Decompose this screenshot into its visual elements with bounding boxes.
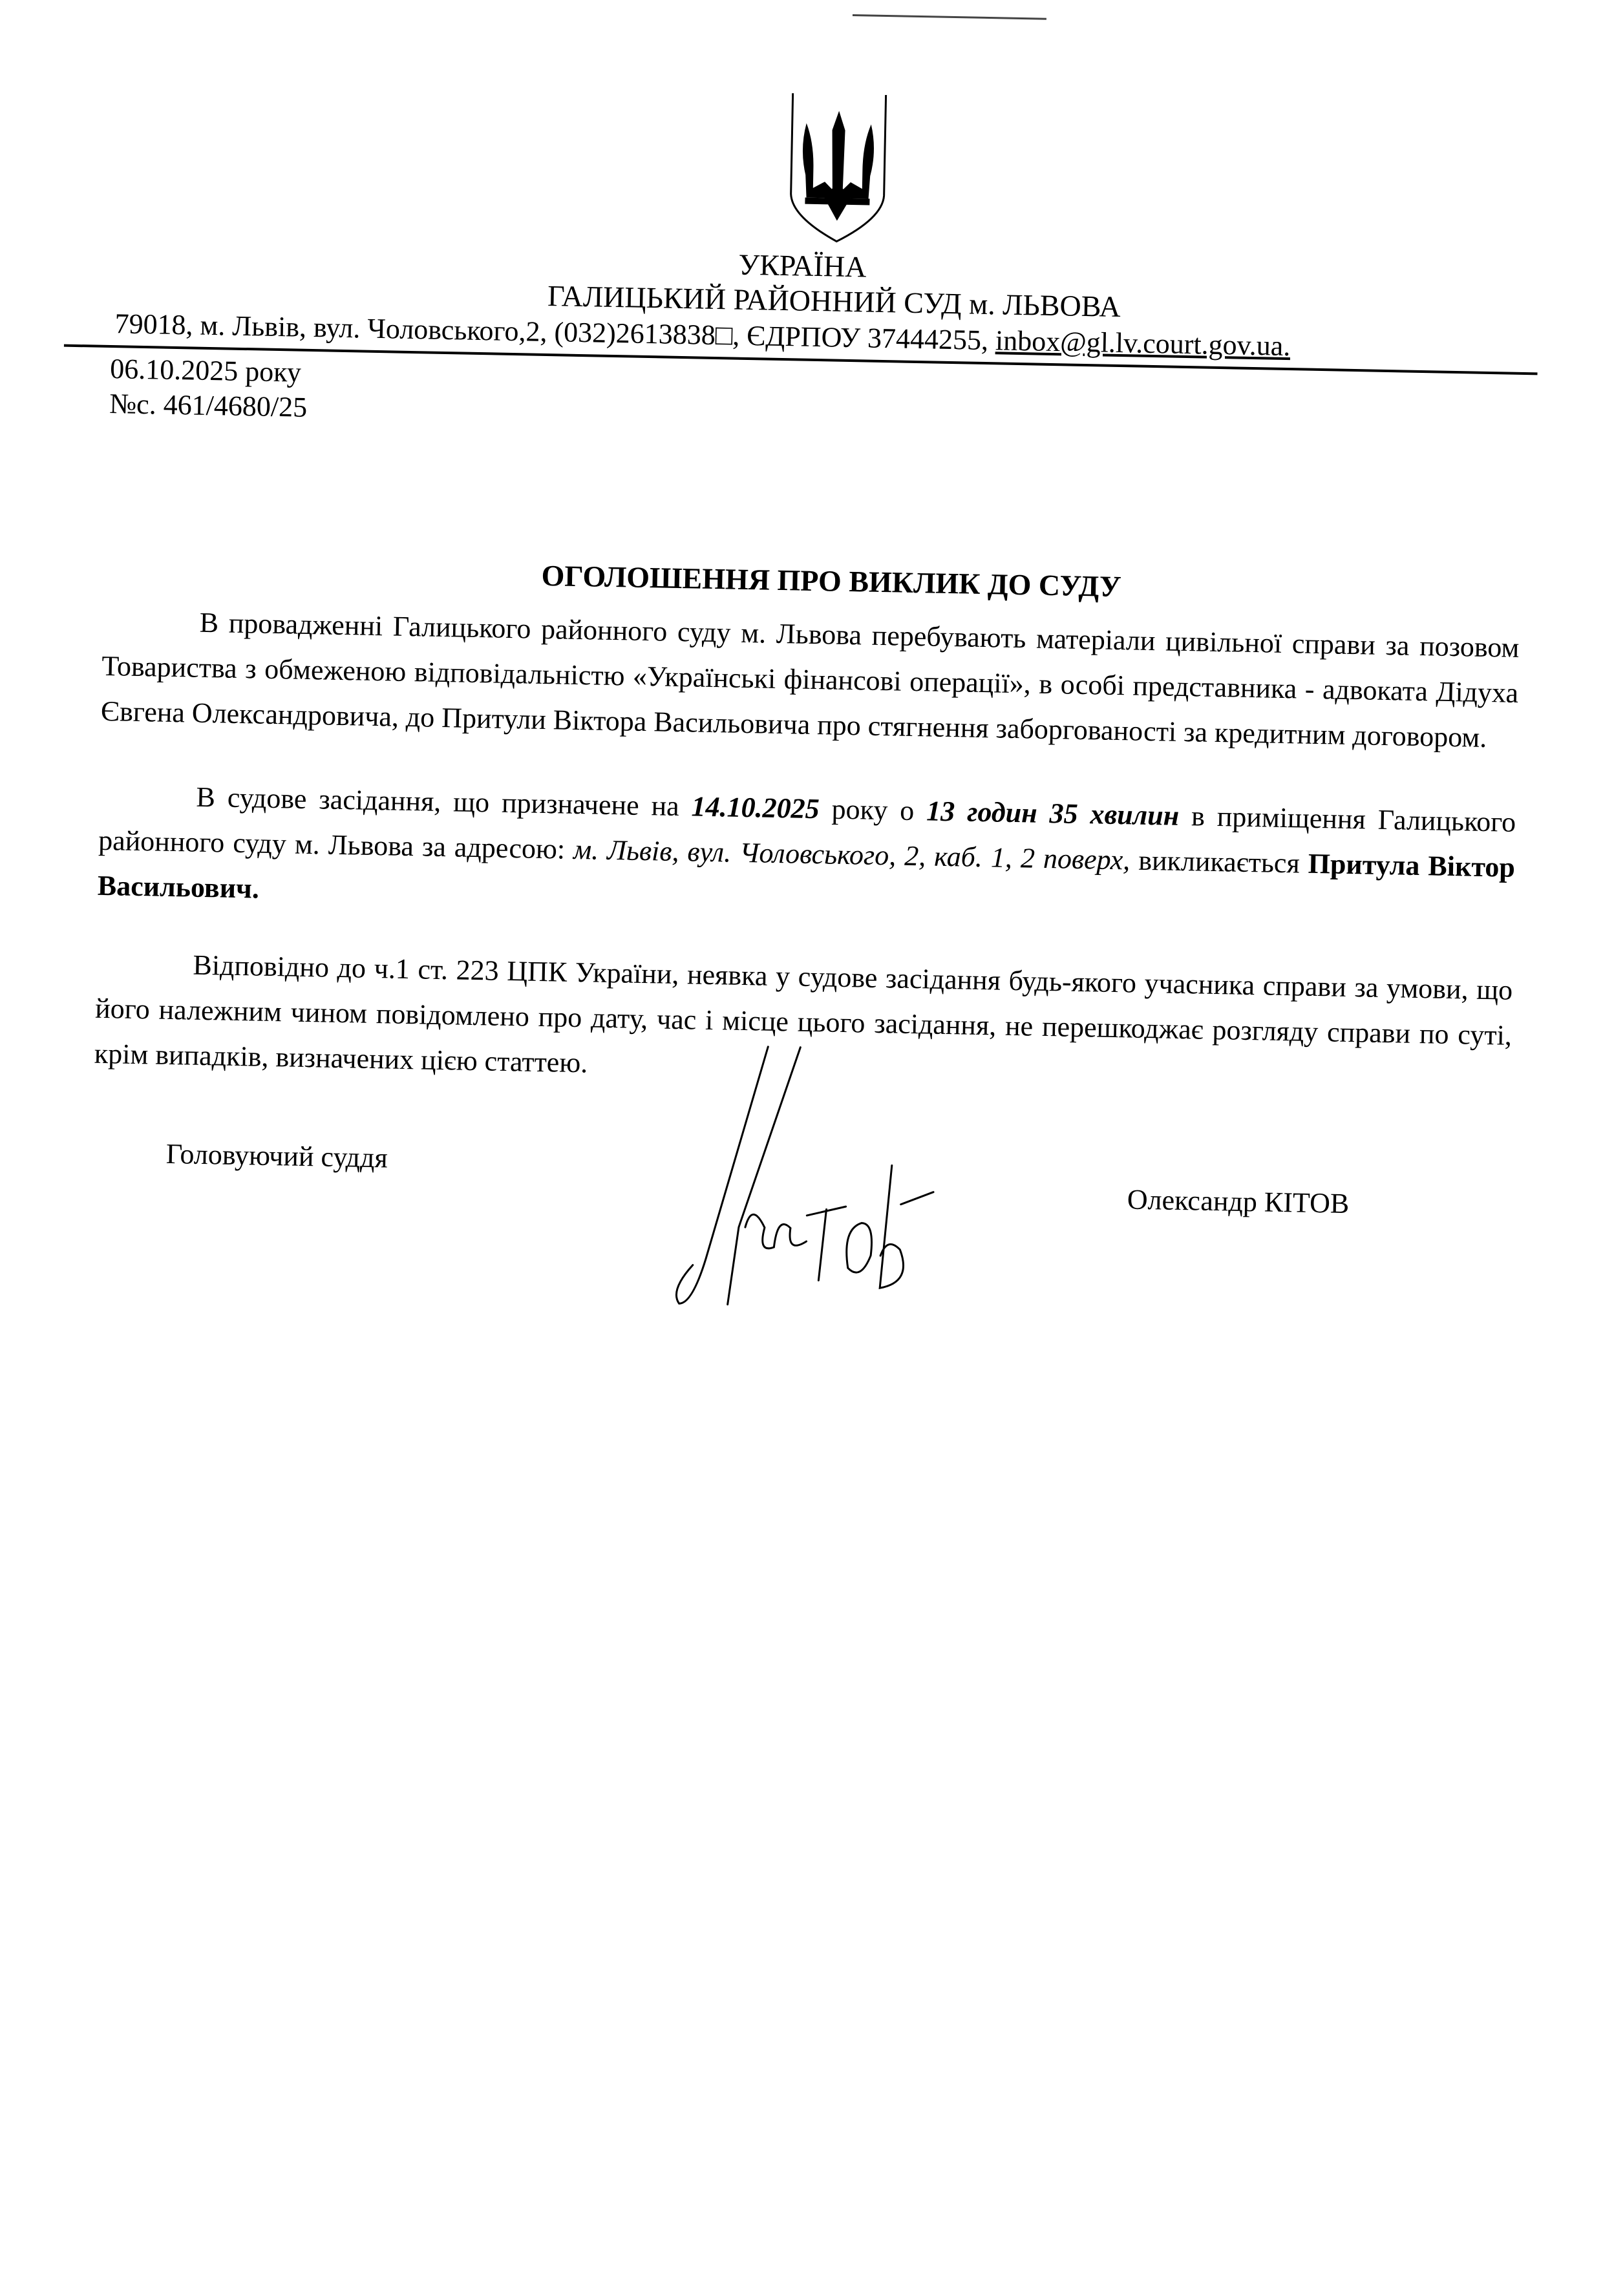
hearing-address: м. Львів, вул. Чоловського, 2, каб. 1, 2 поверх, <box>573 833 1131 876</box>
scan-edge-line <box>853 14 1046 20</box>
ukraine-coat-of-arms-icon <box>785 90 891 244</box>
paragraph-hearing <box>97 773 1516 936</box>
signatory-role: Головуючий суддя <box>165 1137 388 1174</box>
case-number: №с. 461/4680/25 <box>109 388 308 423</box>
document-title: ОГОЛОШЕННЯ ПРО ВИКЛИК ДО СУДУ <box>541 558 1122 604</box>
hearing-text: року о <box>819 793 927 827</box>
paragraph-proceedings <box>100 598 1520 761</box>
hearing-text: В судове засідання, що призначене на <box>196 781 692 823</box>
country-heading: УКРАЇНА <box>738 248 867 284</box>
email-link[interactable]: inbox@gl.lv.court.gov.ua. <box>995 324 1291 363</box>
hearing-time: 13 годин 35 хвилин <box>926 795 1180 832</box>
hearing-text: в приміщення Галицького районного суду м. Львова за адресою: <box>98 799 1516 865</box>
legal-notice-text: Відповідно до ч.1 ст. 223 ЦПК України, неявка у судове засідання будь-якого учасника справи за умови, що його належним чином повідомлено про дату, час і місце цього засідання, не перешкоджає розгляду справи по суті, крім випадків, визначених цією статтею. <box>94 949 1513 1079</box>
document-date: 06.10.2025 року <box>109 353 302 388</box>
hearing-text: викликається <box>1129 844 1309 879</box>
paragraph-proceedings-text: В провадженні Галицького районного суду м. Львова перебувають матеріали цивільної справи за позовом Товариства з обмеженою відповідальністю «Українські фінансові операції», в особі представника - адвоката Дідуха Євгена Олександровича, до Притули Віктора Васильовича про стягнення заборгованості за кредитним договором. <box>100 606 1520 754</box>
court-name: ГАЛИЦЬКИЙ РАЙОННИЙ СУД м. ЛЬВОВА <box>547 279 1121 324</box>
handwritten-signature <box>666 1032 981 1322</box>
summoned-person: Притула Віктор Васильович. <box>97 847 1516 905</box>
signatory-name: Олександр КІТОВ <box>1127 1183 1350 1220</box>
address-text: 79018, м. Львів, вул. Чоловського,2, (032)2613838□, ЄДРПОУ 37444255, <box>114 308 996 357</box>
hearing-date: 14.10.2025 <box>691 790 820 825</box>
